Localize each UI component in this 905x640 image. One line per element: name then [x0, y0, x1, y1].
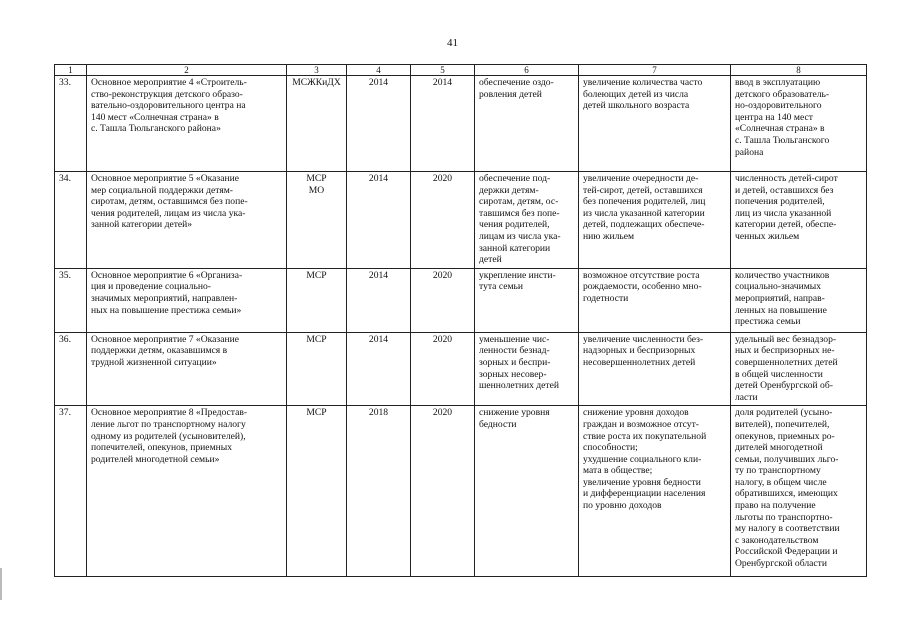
cell-line: попечения родителей,	[735, 196, 825, 208]
column-number-row	[55, 65, 867, 76]
cell-line: семьи, получивших льго-	[735, 453, 839, 465]
end-year-cell: 2020	[411, 268, 475, 332]
cell-line: «Солнечная страна» в	[735, 123, 825, 135]
cell-line: Российской Федерации и	[735, 546, 838, 558]
table-row	[55, 332, 867, 406]
cell-line: категории детей, обеспе-	[735, 219, 837, 231]
cell-line: налогу, в общем числе	[735, 476, 827, 488]
cell-line: с. Ташла Тюльганского	[735, 134, 830, 146]
cell-line: снижение уровня доходов	[583, 407, 689, 419]
cell-line: детей Оренбургской об-	[735, 380, 833, 392]
expected-result-cell	[475, 172, 579, 269]
consequence-cell	[579, 172, 731, 269]
cell-line: снижение уровня	[479, 407, 550, 419]
cell-line: Оренбургской области	[735, 558, 827, 570]
scan-edge-mark	[0, 568, 2, 600]
cell-line: и детей, оставшихся без	[735, 184, 834, 196]
cell-line: ция и проведение социально-	[91, 281, 211, 293]
cell-line: увеличение очередности де-	[583, 173, 699, 184]
end-year-cell: 2020	[411, 332, 475, 406]
cell-line: обратившихся, имеющих	[735, 488, 838, 500]
row-number-cell: 35.	[55, 268, 87, 332]
start-year-cell: 2014	[347, 332, 411, 406]
cell-line: надзорных и беспризорных	[583, 345, 696, 357]
table-row	[55, 406, 867, 577]
row-number-cell: 37.	[55, 406, 87, 577]
cell-line: численность детей-сирот	[735, 173, 838, 184]
cell-line: ровления детей	[479, 88, 542, 100]
cell-line: бедности	[479, 418, 517, 430]
column-header: 1	[55, 65, 87, 76]
cell-line: увеличение количества часто	[583, 77, 703, 88]
cell-line: Основное мероприятие 4 «Строитель-	[91, 77, 247, 88]
cell-line: по уровню доходов	[583, 500, 662, 512]
cell-line: МСР	[306, 173, 327, 184]
cell-line: зорных несовер-	[479, 368, 547, 380]
cell-line: МСР	[306, 333, 327, 345]
cell-line: ление льгот по транспортному налогу	[91, 418, 246, 430]
cell-line: способности;	[583, 442, 638, 454]
cell-line: годетности	[583, 292, 629, 304]
cell-line: ченных жильем	[735, 230, 800, 242]
cell-line: увеличение уровня бедности	[583, 476, 701, 488]
event-name-cell	[87, 172, 287, 269]
cell-line: детей школьного возраста	[583, 100, 690, 112]
executor-cell	[287, 406, 347, 577]
cell-line: удельный вес безнадзор-	[735, 333, 837, 345]
column-header: 4	[347, 65, 411, 76]
cell-line: престижа семьи	[735, 316, 801, 328]
cell-line: района	[735, 146, 764, 158]
cell-line: мероприятий, направ-	[735, 292, 825, 304]
expected-result-cell	[475, 332, 579, 406]
cell-line: в общей численности	[735, 368, 823, 380]
cell-line: опекунов, приемных ро-	[735, 430, 835, 442]
executor-cell	[287, 172, 347, 269]
cell-line: детского образователь-	[735, 88, 830, 100]
consequence-cell	[579, 76, 731, 172]
row-number-cell: 33.	[55, 76, 87, 172]
cell-line: с. Ташла Тюльганского района»	[91, 123, 221, 135]
start-year-cell: 2014	[347, 172, 411, 269]
cell-line: вителей), попечителей,	[735, 418, 830, 430]
cell-line: доля родителей (усыно-	[735, 407, 833, 419]
cell-line: несовершеннолетних детей	[583, 356, 696, 368]
cell-line: граждан и возможное отсут-	[583, 418, 699, 430]
cell-line: родителей многодетной семьи»	[91, 453, 220, 465]
cell-line: занной категории	[479, 242, 551, 254]
cell-line: занной категории детей»	[91, 219, 193, 231]
cell-line: Основное мероприятие 6 «Организа-	[91, 269, 243, 281]
cell-line: ласти	[735, 391, 758, 403]
consequence-cell	[579, 406, 731, 577]
row-number-cell: 36.	[55, 332, 87, 406]
indicator-cell	[731, 268, 867, 332]
column-header: 5	[411, 65, 475, 76]
cell-line: лиц из числа указанной	[735, 207, 832, 219]
cell-line: поддержки детям, оказавшимся в	[91, 345, 228, 357]
cell-line: льготы по транспортно-	[735, 511, 833, 523]
expected-result-cell	[475, 268, 579, 332]
cell-line: ленности безнад-	[479, 345, 550, 357]
cell-line: сиротам, детям, оставшимся без попе-	[91, 196, 248, 208]
cell-line: Основное мероприятие 5 «Оказание	[91, 173, 240, 184]
page-number: 41	[447, 37, 458, 49]
cell-line: ных и беспризорных не-	[735, 345, 835, 357]
event-name-cell	[87, 406, 287, 577]
program-events-table	[54, 64, 867, 577]
cell-line: значимых мероприятий, направлен-	[91, 292, 238, 304]
cell-line: Основное мероприятие 8 «Предостав-	[91, 407, 248, 419]
start-year-cell: 2018	[347, 406, 411, 577]
column-header: 8	[731, 65, 867, 76]
cell-line: уменьшение чис-	[479, 333, 550, 345]
expected-result-cell	[475, 406, 579, 577]
cell-line: детей, подлежащих обеспече-	[583, 219, 705, 231]
cell-line: тавшимся без попе-	[479, 207, 560, 219]
cell-line: увеличение численности без-	[583, 333, 704, 345]
cell-line: зорных и беспри-	[479, 356, 551, 368]
cell-line: МСР	[306, 269, 327, 281]
event-name-cell	[87, 332, 287, 406]
event-name-cell	[87, 268, 287, 332]
cell-line: ство-реконструкция детского образо-	[91, 88, 243, 100]
cell-line: право на получение	[735, 500, 816, 512]
expected-result-cell	[475, 76, 579, 172]
cell-line: тута семьи	[479, 281, 524, 293]
cell-line: МСР	[306, 407, 327, 419]
start-year-cell: 2014	[347, 268, 411, 332]
cell-line: одному из родителей (усыновителей),	[91, 430, 246, 442]
cell-line: шеннолетних детей	[479, 380, 560, 392]
cell-line: вательно-оздоровительного центра на	[91, 100, 246, 112]
cell-line: ввод в эксплуатацию	[735, 77, 821, 88]
cell-line: мер социальной поддержки детям-	[91, 184, 233, 196]
cell-line: ствие роста их покупательной	[583, 430, 707, 442]
cell-line: совершеннолетних детей	[735, 356, 838, 368]
event-name-cell	[87, 76, 287, 172]
cell-line: держки детям-	[479, 184, 539, 196]
cell-line: центра на 140 мест	[735, 111, 813, 123]
end-year-cell: 2014	[411, 76, 475, 172]
cell-line: количество участников	[735, 269, 830, 281]
cell-line: сиротам, детям, ос-	[479, 196, 559, 208]
cell-line: обеспечение оздо-	[479, 77, 554, 88]
cell-line: трудной жизненной ситуации»	[91, 356, 217, 368]
cell-line: попечителей, опекунов, приемных	[91, 442, 233, 454]
cell-line: рождаемости, особенно мно-	[583, 281, 702, 293]
cell-line: нию жильем	[583, 230, 635, 242]
cell-line: ленных на повышение	[735, 304, 827, 316]
cell-line: укрепление инсти-	[479, 269, 556, 281]
cell-line: но-оздоровительного	[735, 100, 822, 112]
consequence-cell	[579, 268, 731, 332]
cell-line: детей	[479, 254, 502, 266]
end-year-cell: 2020	[411, 406, 475, 577]
column-header: 3	[287, 65, 347, 76]
table-row	[55, 268, 867, 332]
end-year-cell: 2020	[411, 172, 475, 269]
cell-line: обеспечение под-	[479, 173, 551, 184]
cell-line: чения родителей,	[479, 219, 550, 231]
cell-line: ных на повышение престижа семьи»	[91, 304, 242, 316]
cell-line: му налогу в соответствии	[735, 523, 840, 535]
cell-line: мата в обществе;	[583, 465, 653, 477]
cell-line: МО	[308, 184, 325, 196]
cell-line: МСЖКиДХ	[292, 77, 341, 88]
cell-line: с законодательством	[735, 534, 819, 546]
indicator-cell	[731, 406, 867, 577]
column-header: 7	[579, 65, 731, 76]
row-number-cell: 34.	[55, 172, 87, 269]
cell-line: социально-значимых	[735, 281, 822, 293]
cell-line: из числа указанной категории	[583, 207, 705, 219]
indicator-cell	[731, 332, 867, 406]
column-header: 2	[87, 65, 287, 76]
cell-line: ухудшение социального кли-	[583, 453, 702, 465]
executor-cell	[287, 332, 347, 406]
cell-line: 140 мест «Солнечная страна» в	[91, 111, 219, 123]
table-row	[55, 172, 867, 269]
executor-cell	[287, 76, 347, 172]
column-header: 6	[475, 65, 579, 76]
cell-line: болеющих детей из числа	[583, 88, 689, 100]
cell-line: возможное отсутствие роста	[583, 269, 700, 281]
cell-line: без попечения родителей, лиц	[583, 196, 706, 208]
start-year-cell: 2014	[347, 76, 411, 172]
table-row	[55, 76, 867, 172]
cell-line: дителей многодетной	[735, 442, 823, 454]
cell-line: тей-сирот, детей, оставшихся	[583, 184, 703, 196]
cell-line: ту по транспортному	[735, 465, 821, 477]
indicator-cell	[731, 76, 867, 172]
consequence-cell	[579, 332, 731, 406]
cell-line: и дифференциации населения	[583, 488, 706, 500]
cell-line: чения родителей, лицам из числа ука-	[91, 207, 246, 219]
cell-line: лицам из числа ука-	[479, 230, 561, 242]
executor-cell	[287, 268, 347, 332]
cell-line: Основное мероприятие 7 «Оказание	[91, 333, 240, 345]
indicator-cell	[731, 172, 867, 269]
